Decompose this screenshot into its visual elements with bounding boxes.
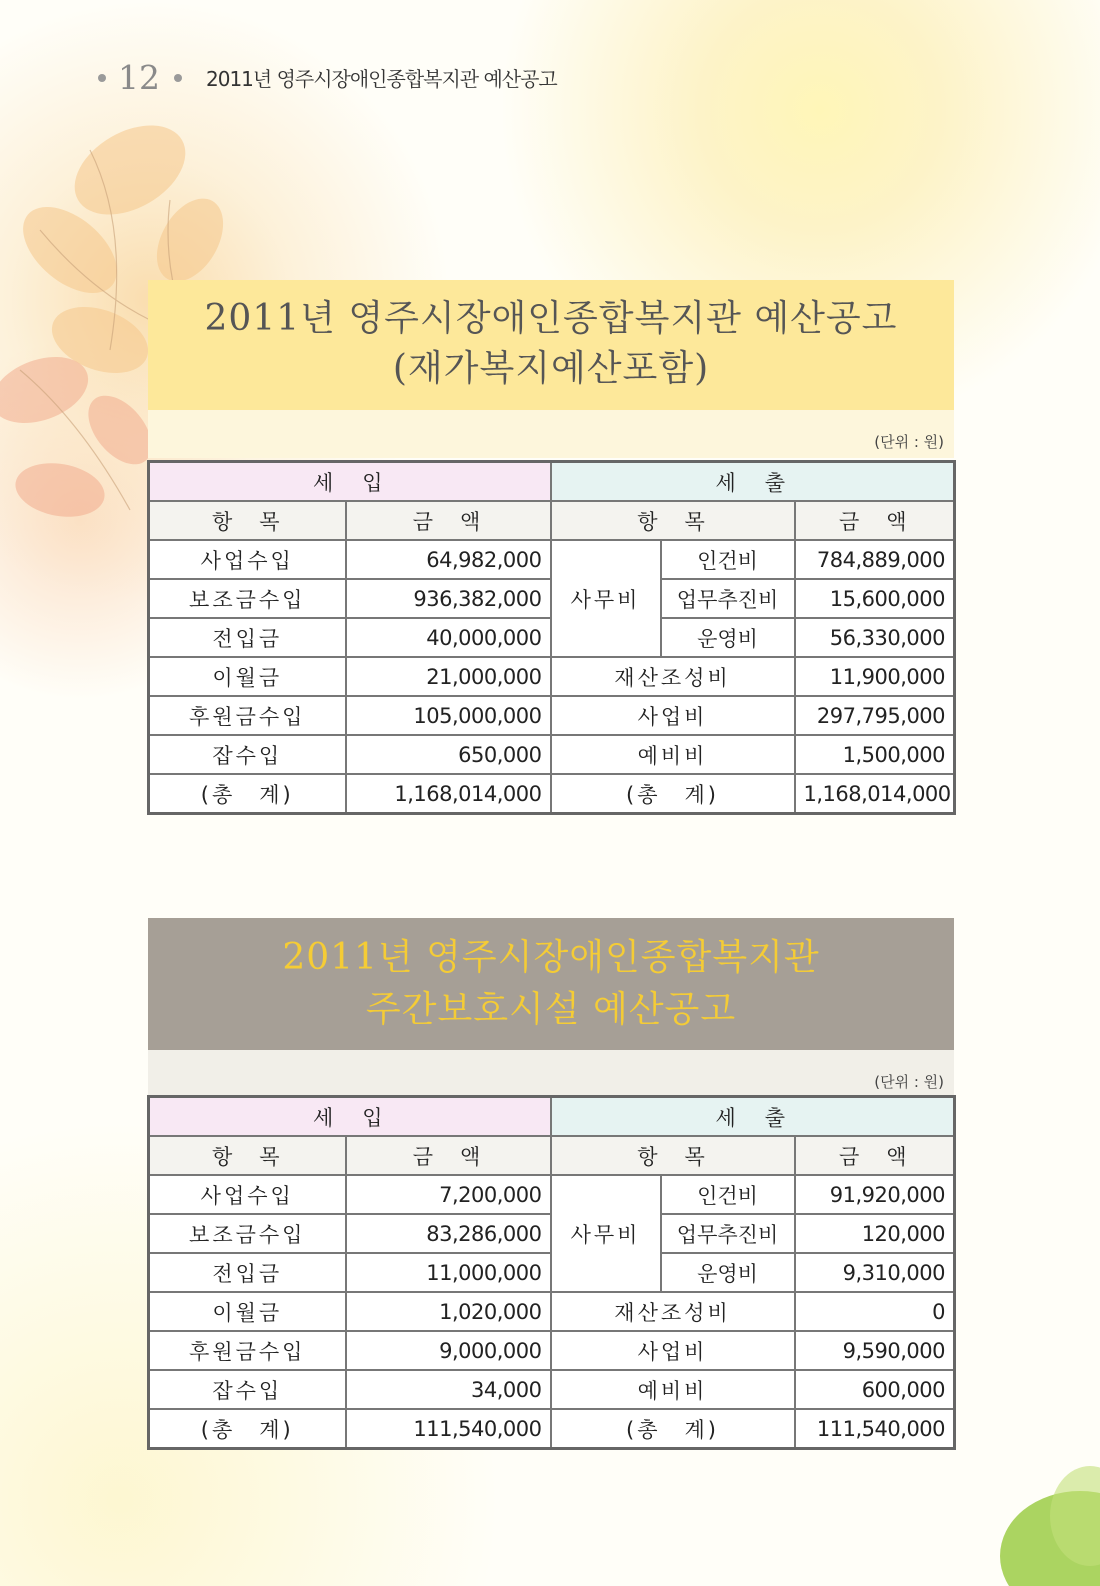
bullet-icon (98, 74, 106, 82)
income-total-label: (총 계) (149, 774, 346, 814)
expense-amount: 600,000 (795, 1370, 955, 1409)
income-amount: 105,000,000 (346, 696, 551, 735)
col-amount-header: 금 액 (795, 501, 955, 540)
expense-header: 세 출 (551, 1097, 955, 1137)
table-row (149, 1370, 955, 1409)
section2-unit-label: (단위 : 원) (874, 1073, 944, 1091)
income-amount: 936,382,000 (346, 579, 551, 618)
income-total-amount: 1,168,014,000 (346, 774, 551, 814)
income-item: 전입금 (149, 618, 346, 657)
expense-amount: 1,500,000 (795, 735, 955, 774)
income-item: 보조금수입 (149, 1214, 346, 1253)
expense-amount: 120,000 (795, 1214, 955, 1253)
table-row (149, 1136, 955, 1175)
col-item-header: 항 목 (551, 1136, 795, 1175)
income-header: 세 입 (149, 1097, 551, 1137)
income-total-amount: 111,540,000 (346, 1409, 551, 1449)
income-amount: 9,000,000 (346, 1331, 551, 1370)
expense-total-amount: 111,540,000 (795, 1409, 955, 1449)
table-row (149, 1331, 955, 1370)
income-item: 이월금 (149, 657, 346, 696)
income-item: 이월금 (149, 1292, 346, 1331)
expense-amount: 784,889,000 (795, 540, 955, 579)
income-amount: 21,000,000 (346, 657, 551, 696)
expense-amount: 56,330,000 (795, 618, 955, 657)
expense-item: 재산조성비 (551, 1292, 795, 1331)
income-amount: 34,000 (346, 1370, 551, 1409)
expense-header: 세 출 (551, 462, 955, 502)
section1-title-line1: 2011년 영주시장애인종합복지관 예산공고 (204, 298, 898, 339)
income-header: 세 입 (149, 462, 551, 502)
section2-title-banner (148, 918, 954, 1050)
expense-total-amount: 1,168,014,000 (795, 774, 955, 814)
table-row (149, 1097, 955, 1137)
col-item-header: 항 목 (149, 1136, 346, 1175)
col-amount-header: 금 액 (346, 1136, 551, 1175)
expense-sub-item: 운영비 (661, 618, 795, 657)
expense-amount: 297,795,000 (795, 696, 955, 735)
table-row (149, 735, 955, 774)
income-amount: 7,200,000 (346, 1175, 551, 1214)
expense-group-label: 사무비 (551, 540, 661, 657)
expense-amount: 11,900,000 (795, 657, 955, 696)
income-item: 전입금 (149, 1253, 346, 1292)
expense-sub-item: 업무추진비 (661, 1214, 795, 1253)
income-total-label: (총 계) (149, 1409, 346, 1449)
col-amount-header: 금 액 (795, 1136, 955, 1175)
expense-item: 재산조성비 (551, 657, 795, 696)
col-amount-header: 금 액 (346, 501, 551, 540)
col-item-header: 항 목 (149, 501, 346, 540)
section2-title-line2: 주간보호시설 예산공고 (365, 989, 737, 1030)
section2-budget-table (147, 1095, 956, 1450)
income-item: 보조금수입 (149, 579, 346, 618)
expense-item: 사업비 (551, 696, 795, 735)
section2-title-line1: 2011년 영주시장애인종합복지관 (282, 937, 820, 978)
table-row (149, 501, 955, 540)
income-amount: 40,000,000 (346, 618, 551, 657)
income-item: 후원금수입 (149, 1331, 346, 1370)
expense-amount: 9,310,000 (795, 1253, 955, 1292)
page-header (98, 58, 557, 97)
income-amount: 11,000,000 (346, 1253, 551, 1292)
table-row (149, 540, 955, 579)
table-row (149, 657, 955, 696)
section1-unit-strip (148, 410, 954, 458)
expense-total-label: (총 계) (551, 1409, 795, 1449)
section1-budget-table (147, 460, 956, 815)
expense-sub-item: 운영비 (661, 1253, 795, 1292)
income-item: 잡수입 (149, 1370, 346, 1409)
page-number: 12 (118, 58, 160, 97)
section2-unit-strip (148, 1050, 954, 1098)
income-item: 잡수입 (149, 735, 346, 774)
income-item: 사업수입 (149, 540, 346, 579)
expense-group-label: 사무비 (551, 1175, 661, 1292)
income-amount: 83,286,000 (346, 1214, 551, 1253)
expense-amount: 91,920,000 (795, 1175, 955, 1214)
expense-amount: 9,590,000 (795, 1331, 955, 1370)
section1-title-banner (148, 280, 954, 410)
table-row (149, 1175, 955, 1214)
table-row (149, 462, 955, 502)
expense-amount: 15,600,000 (795, 579, 955, 618)
expense-sub-item: 인건비 (661, 1175, 795, 1214)
income-item: 후원금수입 (149, 696, 346, 735)
income-amount: 650,000 (346, 735, 551, 774)
bullet-icon (174, 74, 182, 82)
expense-amount: 0 (795, 1292, 955, 1331)
expense-sub-item: 업무추진비 (661, 579, 795, 618)
expense-item: 예비비 (551, 1370, 795, 1409)
table-row (149, 774, 955, 814)
section1-title-line2: (재가복지예산포함) (392, 348, 710, 389)
income-amount: 64,982,000 (346, 540, 551, 579)
expense-item: 사업비 (551, 1331, 795, 1370)
col-item-header: 항 목 (551, 501, 795, 540)
expense-sub-item: 인건비 (661, 540, 795, 579)
income-item: 사업수입 (149, 1175, 346, 1214)
income-amount: 1,020,000 (346, 1292, 551, 1331)
expense-item: 예비비 (551, 735, 795, 774)
table-row (149, 1409, 955, 1449)
header-title: 2011년 영주시장애인종합복지관 예산공고 (206, 67, 557, 91)
expense-total-label: (총 계) (551, 774, 795, 814)
green-brush-decoration (970, 1416, 1100, 1586)
section1-unit-label: (단위 : 원) (874, 433, 944, 451)
table-row (149, 696, 955, 735)
table-row (149, 1292, 955, 1331)
